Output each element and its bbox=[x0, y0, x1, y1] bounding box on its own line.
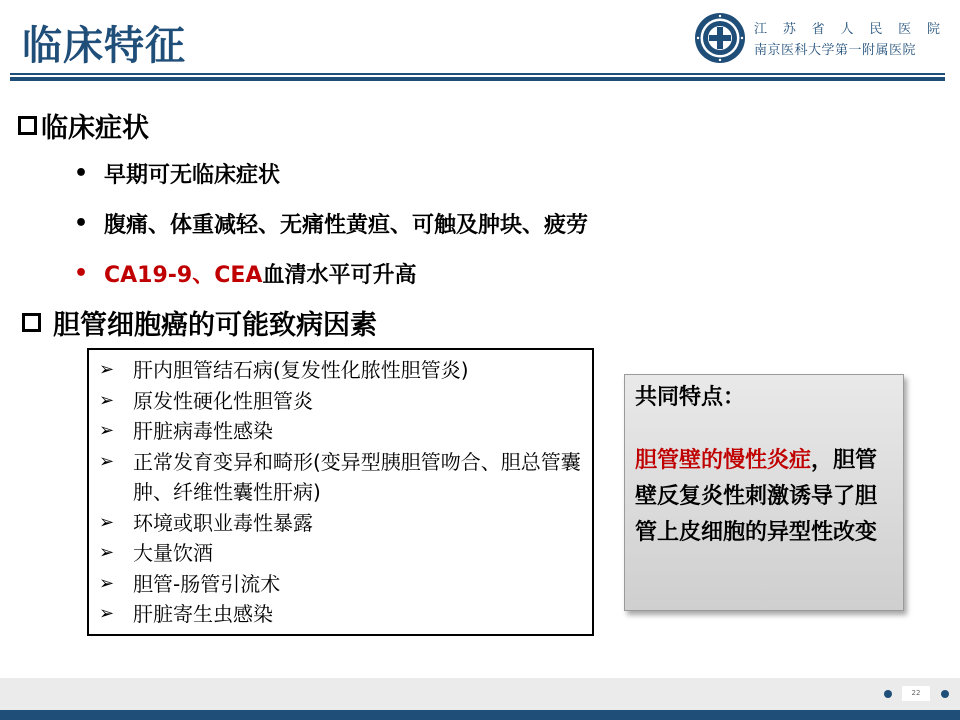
list-item-text: 肝内胆管结石病(复发性化脓性胆管炎) bbox=[133, 358, 469, 382]
callout-highlight: 胆管壁的慢性炎症 bbox=[635, 448, 812, 473]
square-bullet-icon bbox=[18, 116, 37, 135]
footer-rule bbox=[0, 710, 960, 720]
hospital-name-char: 医 bbox=[898, 22, 912, 37]
hospital-name-char: 人 bbox=[840, 22, 854, 37]
list-item bbox=[89, 416, 592, 447]
arrow-bullet-icon: ➢ bbox=[99, 603, 115, 624]
list-item-text: 大量饮酒 bbox=[133, 541, 213, 565]
list-item-text: 肝脏病毒性感染 bbox=[133, 419, 273, 443]
hospital-name-char: 省 bbox=[811, 22, 825, 37]
title-divider-thick bbox=[10, 77, 945, 81]
footer-dot-icon bbox=[884, 690, 892, 698]
bullet-dot: • bbox=[74, 210, 89, 236]
hospital-name-char: 江 bbox=[754, 22, 768, 37]
risk-factor-list bbox=[89, 350, 592, 630]
hospital-seal-icon bbox=[694, 12, 746, 64]
list-item bbox=[74, 198, 588, 248]
list-item bbox=[89, 447, 592, 508]
callout-body bbox=[635, 443, 895, 551]
list-item bbox=[89, 569, 592, 600]
arrow-bullet-icon: ➢ bbox=[99, 450, 115, 472]
risk-factor-box bbox=[87, 348, 594, 636]
section-heading-symptoms bbox=[18, 106, 149, 145]
bullet-dot: • bbox=[74, 260, 89, 286]
common-feature-callout bbox=[624, 374, 904, 611]
square-bullet-icon bbox=[22, 313, 41, 332]
section-heading-text: 临床症状 bbox=[41, 113, 149, 144]
list-item-text: 早期可无临床症状 bbox=[104, 162, 281, 188]
hospital-affiliation: 南京医科大学第一附属医院 bbox=[754, 43, 917, 58]
callout-title: 共同特点： bbox=[635, 385, 746, 410]
arrow-bullet-icon: ➢ bbox=[99, 572, 115, 594]
list-item-text: 环境或职业毒性暴露 bbox=[133, 510, 313, 535]
footer-dot-icon bbox=[941, 690, 949, 698]
bullet-dot: • bbox=[74, 160, 89, 186]
section-heading-risk-factors bbox=[22, 303, 377, 342]
list-item-text: 原发性硬化性胆管炎 bbox=[133, 388, 313, 413]
list-item bbox=[74, 248, 588, 298]
list-item bbox=[89, 508, 592, 539]
list-item bbox=[89, 538, 592, 569]
footer-band bbox=[0, 678, 960, 710]
tumor-marker-text: CA19-9、CEA bbox=[104, 262, 263, 288]
title-divider-thin bbox=[10, 73, 945, 75]
arrow-bullet-icon: ➢ bbox=[99, 420, 115, 441]
hospital-logo bbox=[694, 12, 944, 64]
arrow-bullet-icon: ➢ bbox=[99, 511, 115, 533]
section-heading-text: 胆管细胞癌的可能致病因素 bbox=[53, 310, 377, 341]
list-item bbox=[74, 148, 588, 198]
slide-title: 临床特征 bbox=[22, 23, 186, 69]
list-item bbox=[89, 355, 592, 386]
arrow-bullet-icon: ➢ bbox=[99, 389, 115, 411]
symptom-list bbox=[74, 148, 588, 298]
list-item-text: 胆管-肠管引流术 bbox=[133, 571, 281, 596]
hospital-name-char: 苏 bbox=[782, 22, 796, 37]
page-number: 22 bbox=[902, 686, 930, 701]
callout-text: ，胆管壁反复炎性刺激诱导了胆管上皮细胞的异型性改变 bbox=[635, 448, 878, 545]
arrow-bullet-icon: ➢ bbox=[99, 359, 115, 380]
list-item-text: 腹痛、体重减轻、无痛性黄疸、可触及肿块、疲劳 bbox=[104, 212, 589, 238]
hospital-name-char: 民 bbox=[869, 22, 883, 37]
arrow-bullet-icon: ➢ bbox=[99, 542, 115, 563]
list-item bbox=[89, 386, 592, 417]
list-item bbox=[89, 599, 592, 630]
list-item-text: 正常发育变异和畸形(变异型胰胆管吻合、胆总管囊肿、纤维性囊性肝病) bbox=[133, 449, 581, 504]
hospital-name-char: 院 bbox=[926, 22, 940, 37]
list-item-text: 肝脏寄生虫感染 bbox=[133, 602, 273, 626]
list-item-text: 血清水平可升高 bbox=[262, 262, 417, 288]
hospital-name bbox=[754, 18, 940, 37]
